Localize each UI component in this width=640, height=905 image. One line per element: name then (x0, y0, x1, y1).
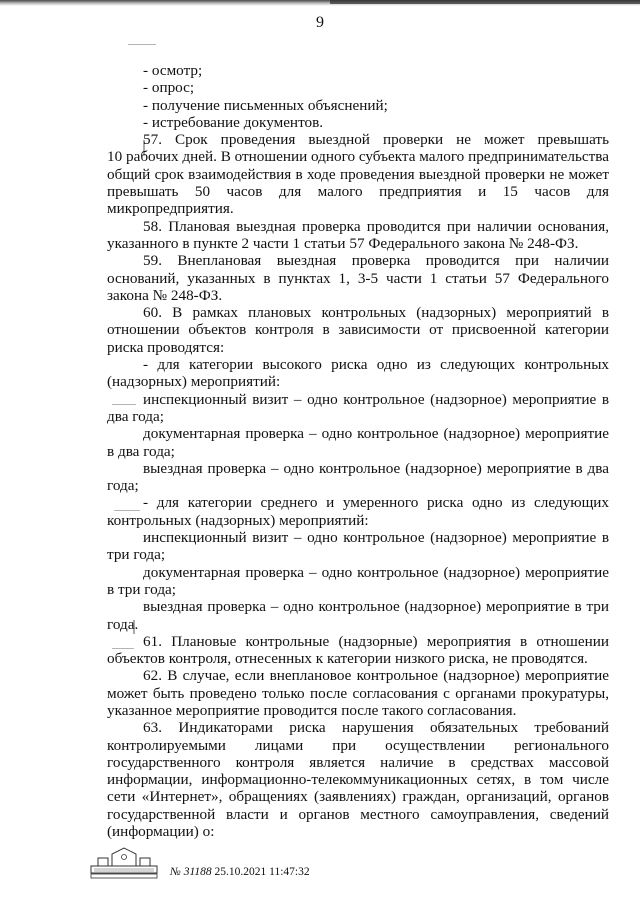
document-footer (88, 845, 388, 885)
text-line: указанного в пункте 2 части 1 статьи 57 Федерального закона № 248-ФЗ. (107, 234, 579, 252)
text-line: 10 рабочих дней. В отношении одного субъекта малого предпринимательства (107, 148, 609, 166)
text-line: три года; (107, 546, 166, 564)
text-line: указанное мероприятие проводится после такого согласования. (107, 701, 517, 719)
text-line: может быть проведено только после согласования с органами прокуратуры, (107, 684, 609, 702)
document-body (107, 62, 609, 840)
text-line: 61. Плановые контрольные (надзорные) мероприятия в отношении (143, 632, 609, 650)
text-line: контрольных (надзорных) мероприятий: (107, 511, 369, 529)
text-line: закона № 248-ФЗ. (107, 286, 223, 304)
text-line: в три года; (107, 580, 177, 598)
text-line: 59. Внеплановая выездная проверка проводится при наличии (143, 252, 609, 270)
text-line: года; (107, 477, 139, 495)
text-line: информации, информационно-телекоммуникационных сетях, в том числе (107, 771, 609, 789)
scan-top-edge-shadow (330, 0, 640, 4)
list-item: - осмотр; (143, 62, 203, 79)
text-line: (надзорных) мероприятий: (107, 373, 281, 391)
emblem-stamp-icon (88, 845, 162, 879)
text-line: микропредприятия. (107, 200, 234, 218)
page-number: 9 (316, 14, 324, 31)
text-line: в два года; (107, 442, 175, 460)
document-datetime: 25.10.2021 11:47:32 (214, 866, 310, 878)
text-line: оснований, указанных в пунктах 1, 3-5 части 1 статьи 57 Федерального (107, 269, 609, 287)
text-line: выездная проверка – одно контрольное (надзорное) мероприятие в два (143, 459, 609, 477)
text-line: 63. Индикаторами риска нарушения обязательных требований (143, 719, 609, 737)
text-line: два года; (107, 407, 164, 425)
text-line: года. (107, 615, 139, 633)
text-line: риска проводятся: (107, 338, 225, 356)
text-line: 58. Плановая выездная проверка проводится при наличии основания, (143, 217, 609, 235)
document-stamp-text (170, 866, 310, 878)
list-item: - получение письменных объяснений; (143, 96, 388, 114)
text-line: инспекционный визит – одно контрольное (надзорное) мероприятие в (143, 390, 609, 408)
text-line: превышать 50 часов для малого предприятия и 15 часов для (107, 183, 609, 201)
text-line: государственного контроля является наличие в средствах массовой (107, 753, 609, 771)
text-line: - для категории среднего и умеренного риска одно из следующих (143, 494, 609, 512)
list-item: - опрос; (143, 79, 195, 97)
list-item: - истребование документов. (143, 113, 324, 131)
text-line: 60. В рамках плановых контрольных (надзорных) мероприятий в (143, 304, 609, 322)
text-line: общий срок взаимодействия в ходе проведения выездной проверки не может (107, 165, 609, 183)
text-line: (информации) о: (107, 823, 215, 841)
text-line: документарная проверка – одно контрольное (надзорное) мероприятие (143, 563, 609, 581)
text-line: контролируемыми лицами при осуществлении регионального (107, 736, 609, 754)
text-line: государственной власти и органов местного самоуправления, сведений (107, 805, 609, 823)
scan-mark (128, 44, 156, 45)
text-line: сети «Интернет», обращениях (заявлениях) граждан, организаций, органов (107, 788, 609, 806)
text-line: инспекционный визит – одно контрольное (надзорное) мероприятие в (143, 529, 609, 547)
text-line: - для категории высокого риска одно из следующих контрольных (143, 356, 609, 374)
text-line: отношении объектов контроля в зависимости от присвоенной категории (107, 321, 609, 339)
text-line: документарная проверка – одно контрольное (надзорное) мероприятие (143, 425, 609, 443)
text-line: 62. В случае, если внеплановое контрольное (надзорное) мероприятие (143, 667, 609, 685)
text-line: объектов контроля, отнесенных к категории низкого риска, не проводятся. (107, 650, 588, 668)
document-number: № 31188 (170, 866, 212, 878)
text-line: 57. Срок проведения выездной проверки не может превышать (143, 131, 609, 149)
text-line: выездная проверка – одно контрольное (надзорное) мероприятие в три (143, 598, 609, 616)
